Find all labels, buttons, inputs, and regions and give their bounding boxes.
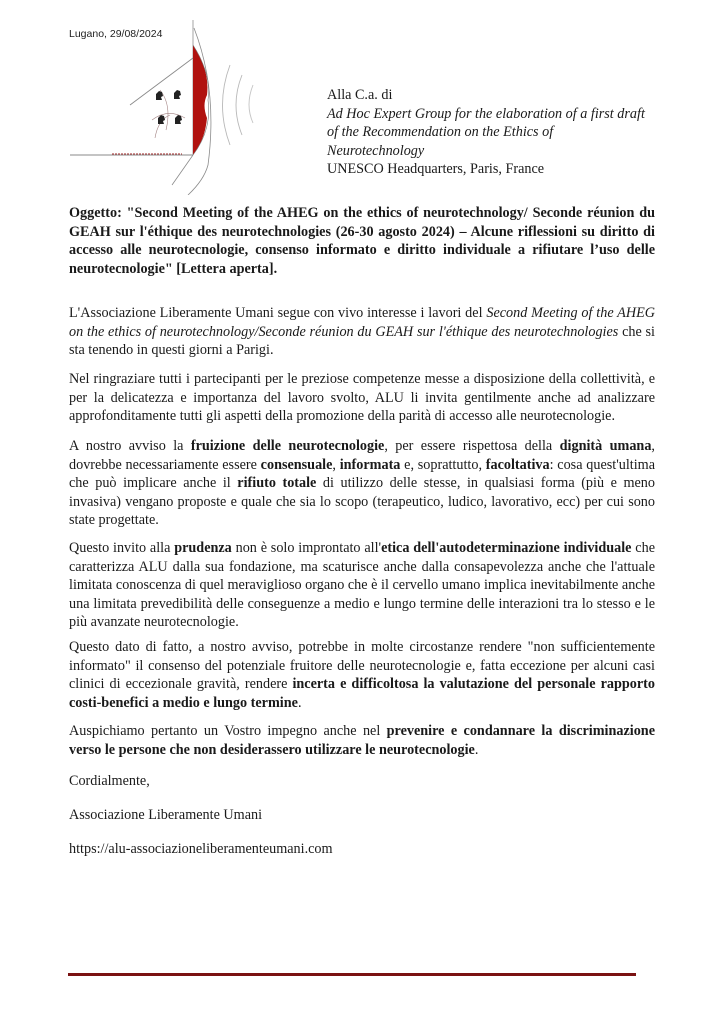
paragraph-5: Questo dato di fatto, a nostro avviso, potrebbe in molte circostanze rendere "non sufficientemente informato" il consenso del potenziale fruitore delle neurotecnologie e, fatta eccezione per alcuni casi clinici di eccezionale gravità, rendere incerta e difficoltosa la valutazione del personale rapporto costi-benefici a medio e lungo termine.	[69, 639, 655, 711]
recipient-attention: Alla C.a. di	[327, 87, 393, 103]
recipient-group-cont2: Neurotechnology	[327, 142, 425, 159]
paragraph-4: Questo invito alla prudenza non è solo improntato all'etica dell'autodeterminazione individuale che caratterizza ALU dalla sua fondazione, ma scaturisce anche dalla consapevolezza anche che l'attuale limitata conoscenza di quel meraviglioso organo che è il cervello umano implica inevitabilmente anche una limitata prevedibilità delle conseguenze a medio e lungo termine delle interazioni tra lo stesso e le più avanzate neurotecnologie.	[69, 540, 655, 631]
paragraph-3: A nostro avviso la fruizione delle neurotecnologie, per essere rispettosa della dignità umana, dovrebbe necessariamente essere consensuale, informata e, soprattutto, facoltativa: cosa quest'ultima che può implicare anche il rifiuto totale di utilizzo delle stesse, in qualsiasi forma (più e meno invasiva) vengano proposte e quale che sia lo scopo (terapeutico, ludico, lavorativo, ecc) per cui sono state progettate.	[69, 438, 656, 529]
footer-rule	[68, 973, 636, 976]
recipient-address: UNESCO Headquarters, Paris, France	[327, 161, 545, 178]
alu-logo-icon	[60, 20, 280, 195]
closing-salutation: Cordialmente,	[69, 773, 150, 789]
paragraph-1: L'Associazione Liberamente Umani segue con vivo interesse i lavori del Second Meeting of the AHEG on the ethics of neurotechnology/Seconde réunion du GEAH sur l'éthique des neurotechnologies che si sta tenendo in questi giorni a Parigi.	[69, 305, 655, 359]
signature: Associazione Liberamente Umani	[69, 807, 263, 823]
recipient-group-cont: of the Recommendation on the Ethics of	[327, 124, 554, 141]
recipient-block	[327, 86, 645, 179]
letter-subject: Oggetto: "Second Meeting of the AHEG on the ethics of neurotechnology/ Seconde réunion du GEAH sur l'éthique des neurotechnologies (26-30 agosto 2024) – Alcune riflessioni su diritto di accesso alle neurotecnologie, consenso informato e diritto individuale a rifiutare l’uso delle neurotecnologie" [Lettera aperta].	[69, 205, 655, 277]
recipient-group: Ad Hoc Expert Group for the elaboration of a first draft	[327, 105, 645, 122]
website-link[interactable]: https://alu-associazioneliberamenteumani.com	[69, 841, 333, 857]
paragraph-6: Auspichiamo pertanto un Vostro impegno anche nel prevenire e condannare la discriminazione verso le persone che non desiderassero utilizzare le neurotecnologie.	[69, 723, 655, 758]
paragraph-2: Nel ringraziare tutti i partecipanti per le preziose competenze messe a disposizione della collettività, e per la delicatezza e importanza del lavoro svolto, ALU li invita gentilmente anche ad analizzare approfonditamente tutti gli aspetti della promozione della parità di accesso alle neurotecnologie.	[69, 371, 655, 425]
letter-date: Lugano, 29/08/2024	[69, 28, 163, 40]
